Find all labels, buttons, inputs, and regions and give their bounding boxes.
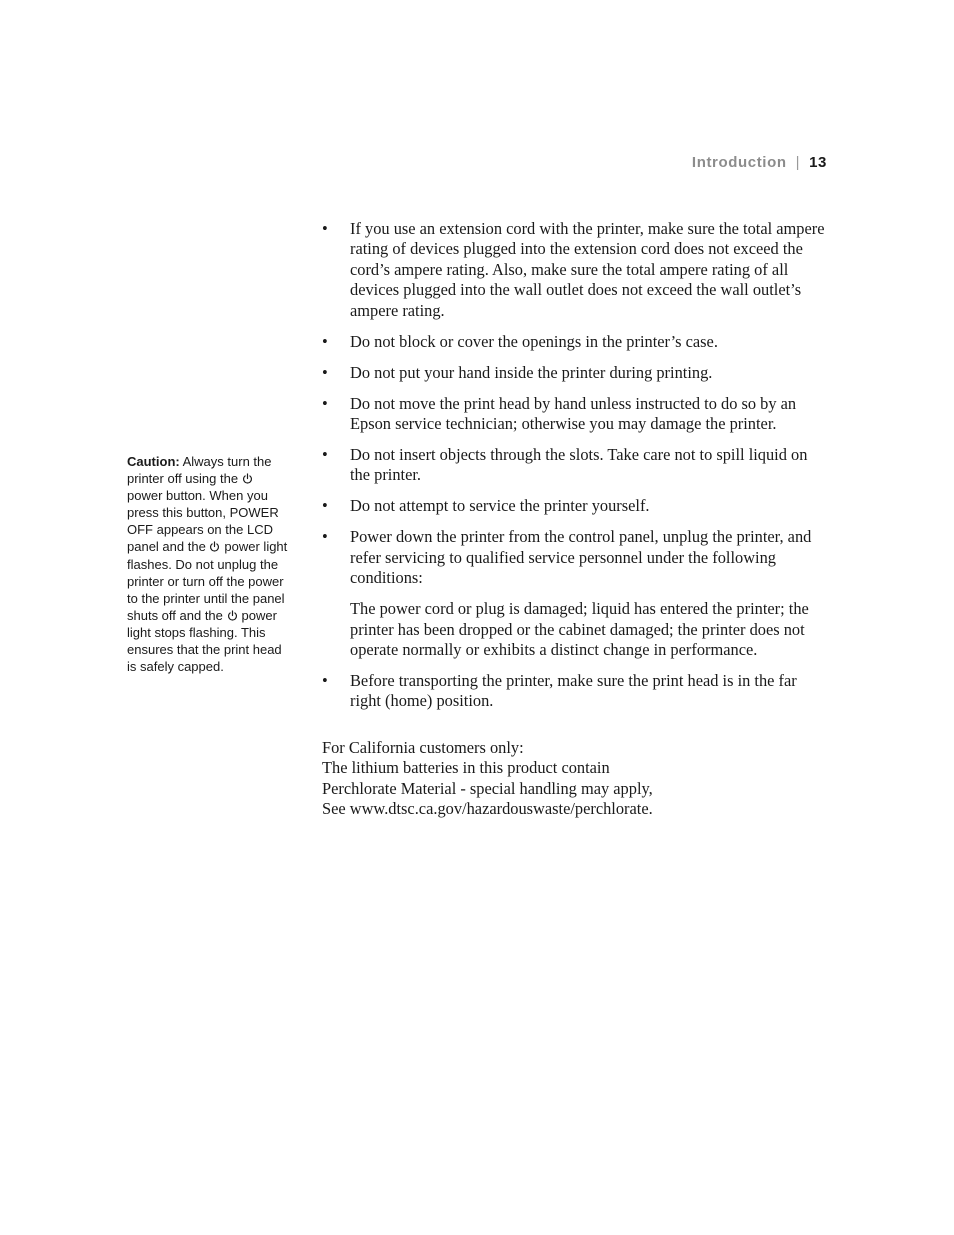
list-item-text: Do not insert objects through the slots. Take care not to spill liquid on the printer. [350,445,808,485]
caution-text-3: appears on the LCD panel and the [127,522,273,555]
list-item-text: Do not move the print head by hand unless instructed to do so by an Epson service technician; otherwise you may damage the printer. [350,393,797,434]
bullet: • [322,219,328,238]
power-icon [209,541,220,552]
list-item-text: Power down the printer from the control panel, unplug the printer, and refer servicing to qualified service personnel under the following conditions: [350,527,812,588]
list-item-text: Before transporting the printer, make sure the print head is in the far right (home) position. [350,671,797,711]
california-line: The lithium batteries in this product contain [322,758,610,778]
california-note [322,738,828,820]
california-line: See www.dtsc.ca.gov/hazardouswaste/perchlorate. [322,799,653,819]
safety-list [322,219,828,712]
caution-note [127,453,289,675]
bullet: • [322,445,328,465]
page-number: 13 [809,154,827,171]
caution-text-4: power light flashes. Do not unplug the printer or turn off the power to the printer until the panel shuts off and the [127,539,288,623]
caution-label: Caution: [127,454,180,469]
header-separator: | [795,154,801,171]
bullet: • [322,393,328,413]
caution-text-1: Always turn the printer off using the [127,454,272,487]
list-item [322,671,828,712]
main-content [322,219,828,820]
list-item-text: Do not block or cover the openings in the printer’s case. [350,331,718,351]
list-item [322,219,828,321]
list-item [322,496,828,516]
list-item-text: Do not attempt to service the printer yourself. [350,496,650,516]
california-line: Perchlorate Material - special handling may apply, [322,778,653,798]
caution-text-2: power button. When you press this button, [127,488,268,521]
list-item [322,527,828,660]
list-item [322,394,828,435]
bullet: • [322,671,328,691]
list-item-text: If you use an extension cord with the printer, make sure the total ampere rating of devices plugged into the extension cord does not exceed the cord’s ampere rating. Also, make sure the total ampere rating of all devices plugged into the wall outlet does not exceed the wall outlet’s ampere rating. [350,219,825,320]
list-item [322,363,828,383]
list-item-text: Do not put your hand inside the printer during printing. [350,362,713,382]
bullet: • [322,331,328,351]
list-item [322,332,828,352]
bullet: • [322,527,328,547]
section-title: Introduction [691,154,787,171]
bullet: • [322,362,328,382]
power-icon [242,473,253,484]
power-off-label: POWER OFF [127,505,279,538]
power-icon [227,610,238,621]
bullet: • [322,496,328,516]
running-header [692,154,827,171]
list-item-subtext: The power cord or plug is damaged; liquid has entered the printer; the printer has been dropped or the cabinet damaged; the printer does not operate normally or exhibits a distinct change in performance. [350,599,809,660]
caution-text-5: power light stops flashing. This ensures that the print head is safely capped. [127,607,282,675]
california-line: For California customers only: [322,737,524,757]
list-item [322,445,828,486]
